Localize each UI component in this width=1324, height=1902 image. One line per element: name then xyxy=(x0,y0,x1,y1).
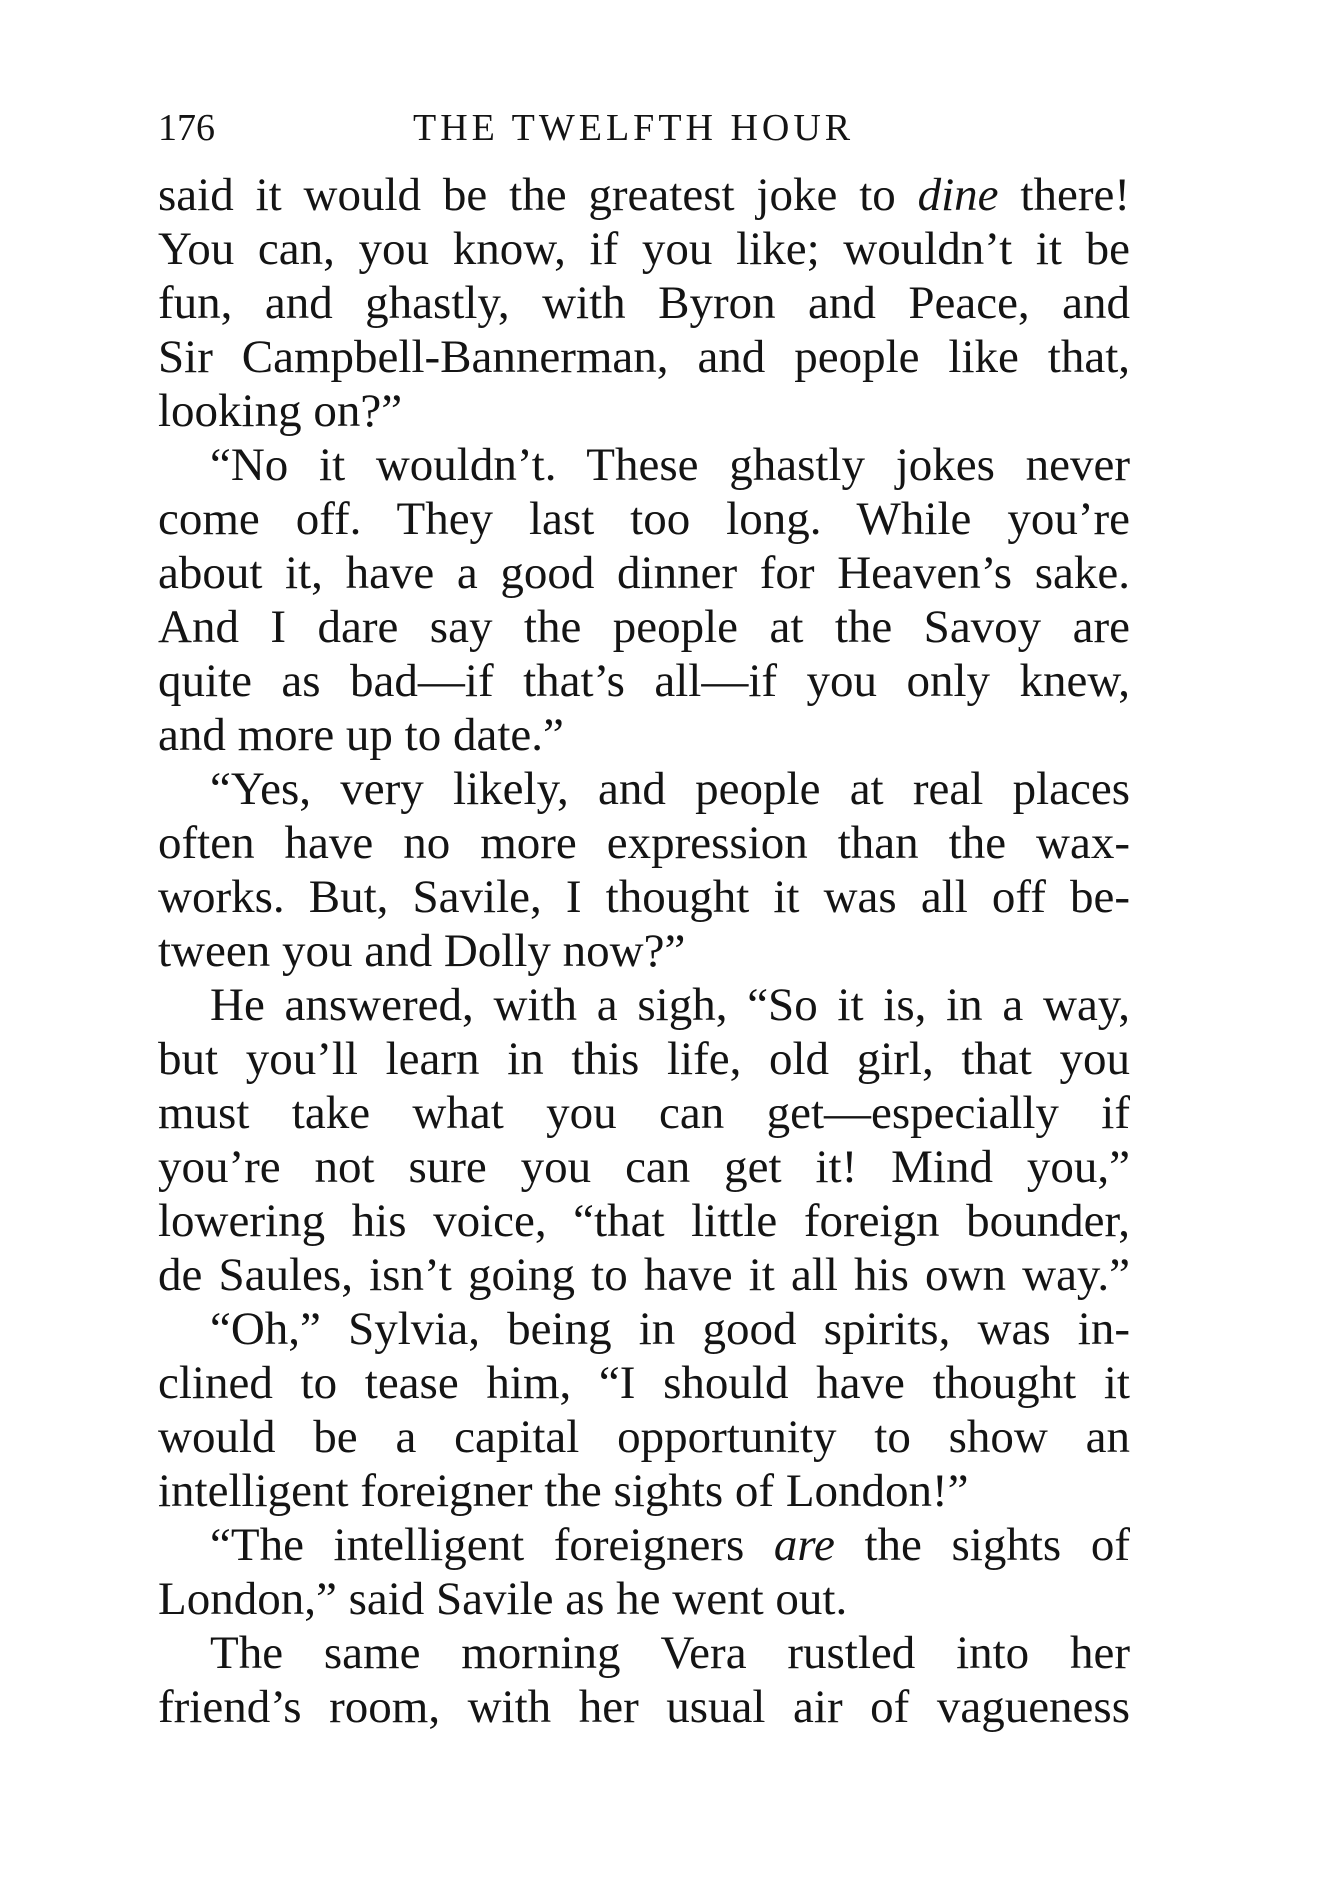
text-line: You can, you know, if you like; wouldn’t it be xyxy=(158,223,1130,275)
text-line: must take what you can get—especially if xyxy=(158,1087,1130,1139)
text-line: And I dare say the people at the Savoy are xyxy=(158,601,1130,653)
text-line: would be a capital opportunity to show an xyxy=(158,1411,1130,1463)
text-line: tween you and Dolly now?” xyxy=(158,925,686,977)
italic-emphasis: are xyxy=(773,1519,835,1571)
text-line: said it would be the greatest joke to dine there! xyxy=(158,169,1130,221)
text-line: clined to tease him, “I should have thought it xyxy=(158,1357,1130,1409)
text-line: quite as bad—if that’s all—if you only knew, xyxy=(158,655,1130,707)
italic-emphasis: dine xyxy=(917,169,999,221)
text-line: looking on?” xyxy=(158,385,403,437)
text-line: lowering his voice, “that little foreign bounder, xyxy=(158,1195,1130,1247)
text-line: fun, and ghastly, with Byron and Peace, and xyxy=(158,277,1130,329)
text-line: you’re not sure you can get it! Mind you,” xyxy=(158,1141,1130,1193)
text-line: intelligent foreigner the sights of London!” xyxy=(158,1465,969,1517)
page-number: 176 xyxy=(158,107,215,149)
paragraph-start-line: He answered, with a sigh, “So it is, in a way, xyxy=(210,979,1130,1031)
text-line: about it, have a good dinner for Heaven’s sake. xyxy=(158,547,1130,599)
running-title: THE TWELFTH HOUR xyxy=(413,107,855,149)
paragraph-start-line: “The intelligent foreigners are the sights of xyxy=(210,1519,1130,1571)
text-line: London,” said Savile as he went out. xyxy=(158,1573,848,1625)
paragraph-start-line: “Oh,” Sylvia, being in good spirits, was in- xyxy=(210,1303,1130,1355)
body-text xyxy=(158,168,1130,1734)
paragraph-start-line: “Yes, very likely, and people at real places xyxy=(210,763,1130,815)
text-line: works. But, Savile, I thought it was all off be- xyxy=(158,871,1130,923)
paragraph-start-line: “No it wouldn’t. These ghastly jokes never xyxy=(210,439,1130,491)
paragraph-start-line: The same morning Vera rustled into her xyxy=(210,1627,1130,1679)
running-head xyxy=(158,104,1130,152)
text-line: Sir Campbell-Bannerman, and people like that, xyxy=(158,331,1130,383)
text-line: de Saules, isn’t going to have it all his own way.” xyxy=(158,1249,1130,1301)
text-line: often have no more expression than the wax- xyxy=(158,817,1130,869)
text-line: friend’s room, with her usual air of vagueness xyxy=(158,1681,1130,1733)
text-line: and more up to date.” xyxy=(158,709,564,761)
text-line: but you’ll learn in this life, old girl, that you xyxy=(158,1033,1130,1085)
text-line: come off. They last too long. While you’re xyxy=(158,493,1130,545)
